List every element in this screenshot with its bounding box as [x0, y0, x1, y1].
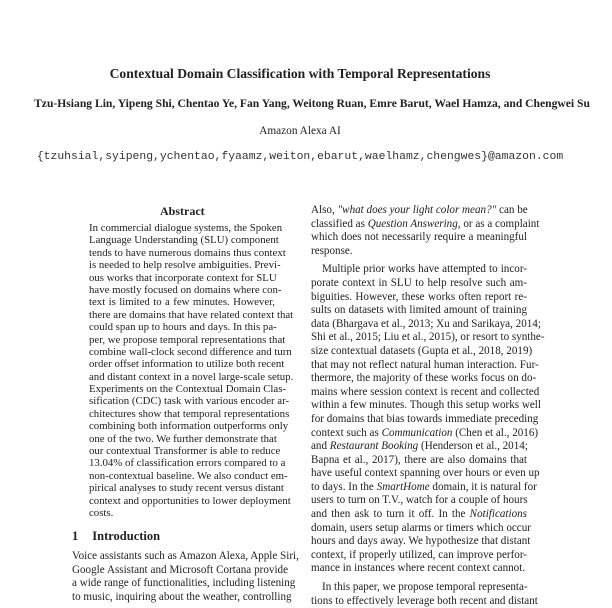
text-line	[311, 245, 527, 259]
introduction-body	[72, 550, 299, 604]
text-line: a wide range of functionalities, including listening	[72, 577, 296, 590]
section-number: 1	[72, 529, 79, 543]
text-span: porate context in SLU to help resolve such am-	[311, 276, 527, 289]
text-line: Voice assistants such as Amazon Alexa, Apple Siri,	[72, 550, 299, 562]
text-line	[311, 454, 527, 468]
italic-text: Notifications	[469, 508, 527, 521]
text-span: response.	[311, 244, 353, 257]
text-span: for domains that bias towards immediate preceding	[311, 412, 539, 425]
text-span: hours and days away. We hypothesize that distant	[311, 535, 531, 548]
text-line	[311, 535, 531, 549]
text-span: domain, users setup alarms or timers which occur	[311, 521, 531, 534]
text-span: domain, it is natural for	[429, 480, 537, 493]
text-line	[311, 594, 538, 608]
text-line: context and opportunities to lower deployment	[89, 494, 291, 507]
text-line	[311, 204, 527, 218]
text-span: data (Bhargava et al., 2013; Xu and Sarikaya, 2014;	[311, 317, 541, 330]
text-span: biguities. However, these works often report re-	[311, 290, 527, 303]
affiliation: Amazon Alexa AI	[259, 125, 341, 137]
italic-text: "what does your light color mean?"	[337, 204, 497, 216]
text-line: combining both information outperforms only	[89, 420, 289, 433]
abstract-body	[89, 222, 294, 519]
text-span: mance in instances where recent context cannot.	[311, 562, 526, 575]
text-line: chitectures show that temporal representations	[89, 407, 290, 420]
text-line: text is limited to a few minutes. However,	[89, 296, 275, 309]
text-span: users to turn on T.V., watch for a couple of hours	[311, 494, 528, 507]
text-line: non-contextual baseline. We also conduct em-	[89, 469, 288, 482]
text-line	[311, 291, 527, 305]
text-line: ous works that incorporate context for SLU	[89, 271, 277, 284]
text-line	[311, 412, 539, 427]
text-span: within a few minutes. Though this setup works well	[311, 399, 541, 412]
author-list: Tzu-Hsiang Lin, Yipeng Shi, Chentao Ye, Fan Yang, Weitong Ruan, Emre Barut, Wael Hamza, and Chengwei Su	[34, 97, 590, 110]
text-line	[311, 562, 527, 576]
text-line	[311, 385, 540, 400]
text-line: combine wall-clock second difference and turn	[89, 345, 292, 358]
text-line	[311, 480, 537, 495]
text-line: Language Understanding (SLU) component	[89, 234, 279, 247]
text-line	[311, 217, 540, 232]
italic-text: SmartHome	[376, 480, 430, 493]
text-line: sification (CDC) task with various encoder ar-	[89, 395, 290, 408]
abstract-heading: Abstract	[160, 204, 205, 218]
text-line: tends to have numerous domains thus context	[89, 246, 286, 259]
text-line: In commercial dialogue systems, the Spoken	[89, 222, 283, 234]
text-line: to music, inquiring about the weather, controlling	[72, 590, 292, 603]
text-line: Experiments on the Contextual Domain Clas-	[89, 383, 287, 396]
text-line	[311, 277, 527, 291]
text-line	[311, 372, 537, 386]
text-line: per, we propose temporal representations that	[89, 333, 286, 346]
text-span: and then ask to turn it off. In the	[311, 508, 470, 521]
text-line: there are domains that have related context that	[89, 308, 294, 321]
text-line: order offset information to utilize both recent	[89, 358, 285, 371]
text-span: to days. In the	[311, 480, 377, 493]
text-span: thermore, the majority of these works focus on do-	[311, 372, 537, 385]
text-line	[311, 399, 541, 413]
text-span: In this paper, we propose temporal representa-	[322, 581, 528, 594]
text-span: , or as a complaint	[457, 217, 540, 230]
text-line	[311, 440, 527, 454]
italic-text: Communication	[381, 426, 453, 439]
text-line: our contextual Transformer is able to reduce	[89, 445, 281, 458]
text-line: is needed to help resolve ambiguities. Previ-	[89, 259, 281, 272]
italic-text: Question Answering	[367, 217, 458, 230]
paper-title: Contextual Domain Classification with Temporal Representations	[109, 66, 491, 81]
text-line: pirical analyses to study recent versus distant	[89, 482, 284, 495]
text-span: context, if properly utilized, can improve perfor-	[311, 548, 527, 561]
text-line: have mostly focused on domains where con-	[89, 283, 282, 296]
text-line	[311, 263, 527, 277]
text-line	[311, 549, 527, 563]
text-span: size contextual datasets (Gupta et al., 2018, 2019)	[311, 344, 533, 357]
text-span: Shi et al., 2015; Liu et al., 2015), or resort to synthe-	[311, 331, 545, 344]
text-span: Also,	[311, 204, 338, 216]
text-line: and distant context in a novel large-scale setup.	[89, 370, 294, 383]
text-span: classified as	[311, 217, 368, 230]
text-span: and	[311, 440, 330, 453]
text-line	[311, 508, 527, 522]
section-heading-introduction	[72, 529, 160, 544]
text-span: which does not necessarily require a meaningful	[311, 231, 527, 244]
text-line	[311, 304, 527, 318]
text-span: have useful context spanning over hours or even up	[311, 467, 540, 480]
italic-text: Restaurant Booking	[329, 440, 419, 453]
text-span: that may not reflect natural human interaction. Fur-	[311, 358, 539, 371]
text-line	[311, 344, 533, 359]
text-line	[311, 521, 531, 536]
text-line	[311, 231, 527, 245]
text-line: 13.04% of classification errors compared to a	[89, 457, 286, 470]
text-line	[311, 426, 539, 441]
text-line: could span up to hours and days. In this pa-	[89, 321, 277, 334]
text-span: (Chen et al., 2016)	[452, 426, 539, 439]
text-span: Multiple prior works have attempted to incor-	[322, 263, 527, 276]
text-line: costs.	[89, 506, 114, 519]
text-line	[311, 358, 539, 373]
right-column-body	[311, 204, 545, 608]
text-span: can be	[496, 204, 528, 216]
text-line	[311, 317, 541, 332]
text-line	[311, 331, 545, 345]
text-span: (Henderson et al., 2014;	[418, 440, 528, 453]
author-emails: {tzuhsial,syipeng,ychentao,fyaamz,weiton,ebarut,waelhamz,chengwes}@amazon.com	[36, 151, 564, 163]
text-span: mains where session context is recent and collected	[311, 385, 540, 398]
text-line	[311, 467, 540, 481]
text-line: Google Assistant and Microsoft Cortana provide	[72, 563, 288, 576]
text-span: tions to effectively leverage both recent and distant	[311, 594, 538, 607]
text-line	[311, 581, 527, 595]
text-span: context such as	[311, 426, 382, 439]
text-span: sults on datasets with limited amount of training	[311, 304, 527, 317]
text-span: Bapna et al., 2017), there are also domains that	[311, 453, 527, 466]
text-line: one of the two. We further demonstrate that	[89, 432, 277, 445]
section-title: Introduction	[92, 529, 161, 543]
text-line	[311, 494, 527, 508]
